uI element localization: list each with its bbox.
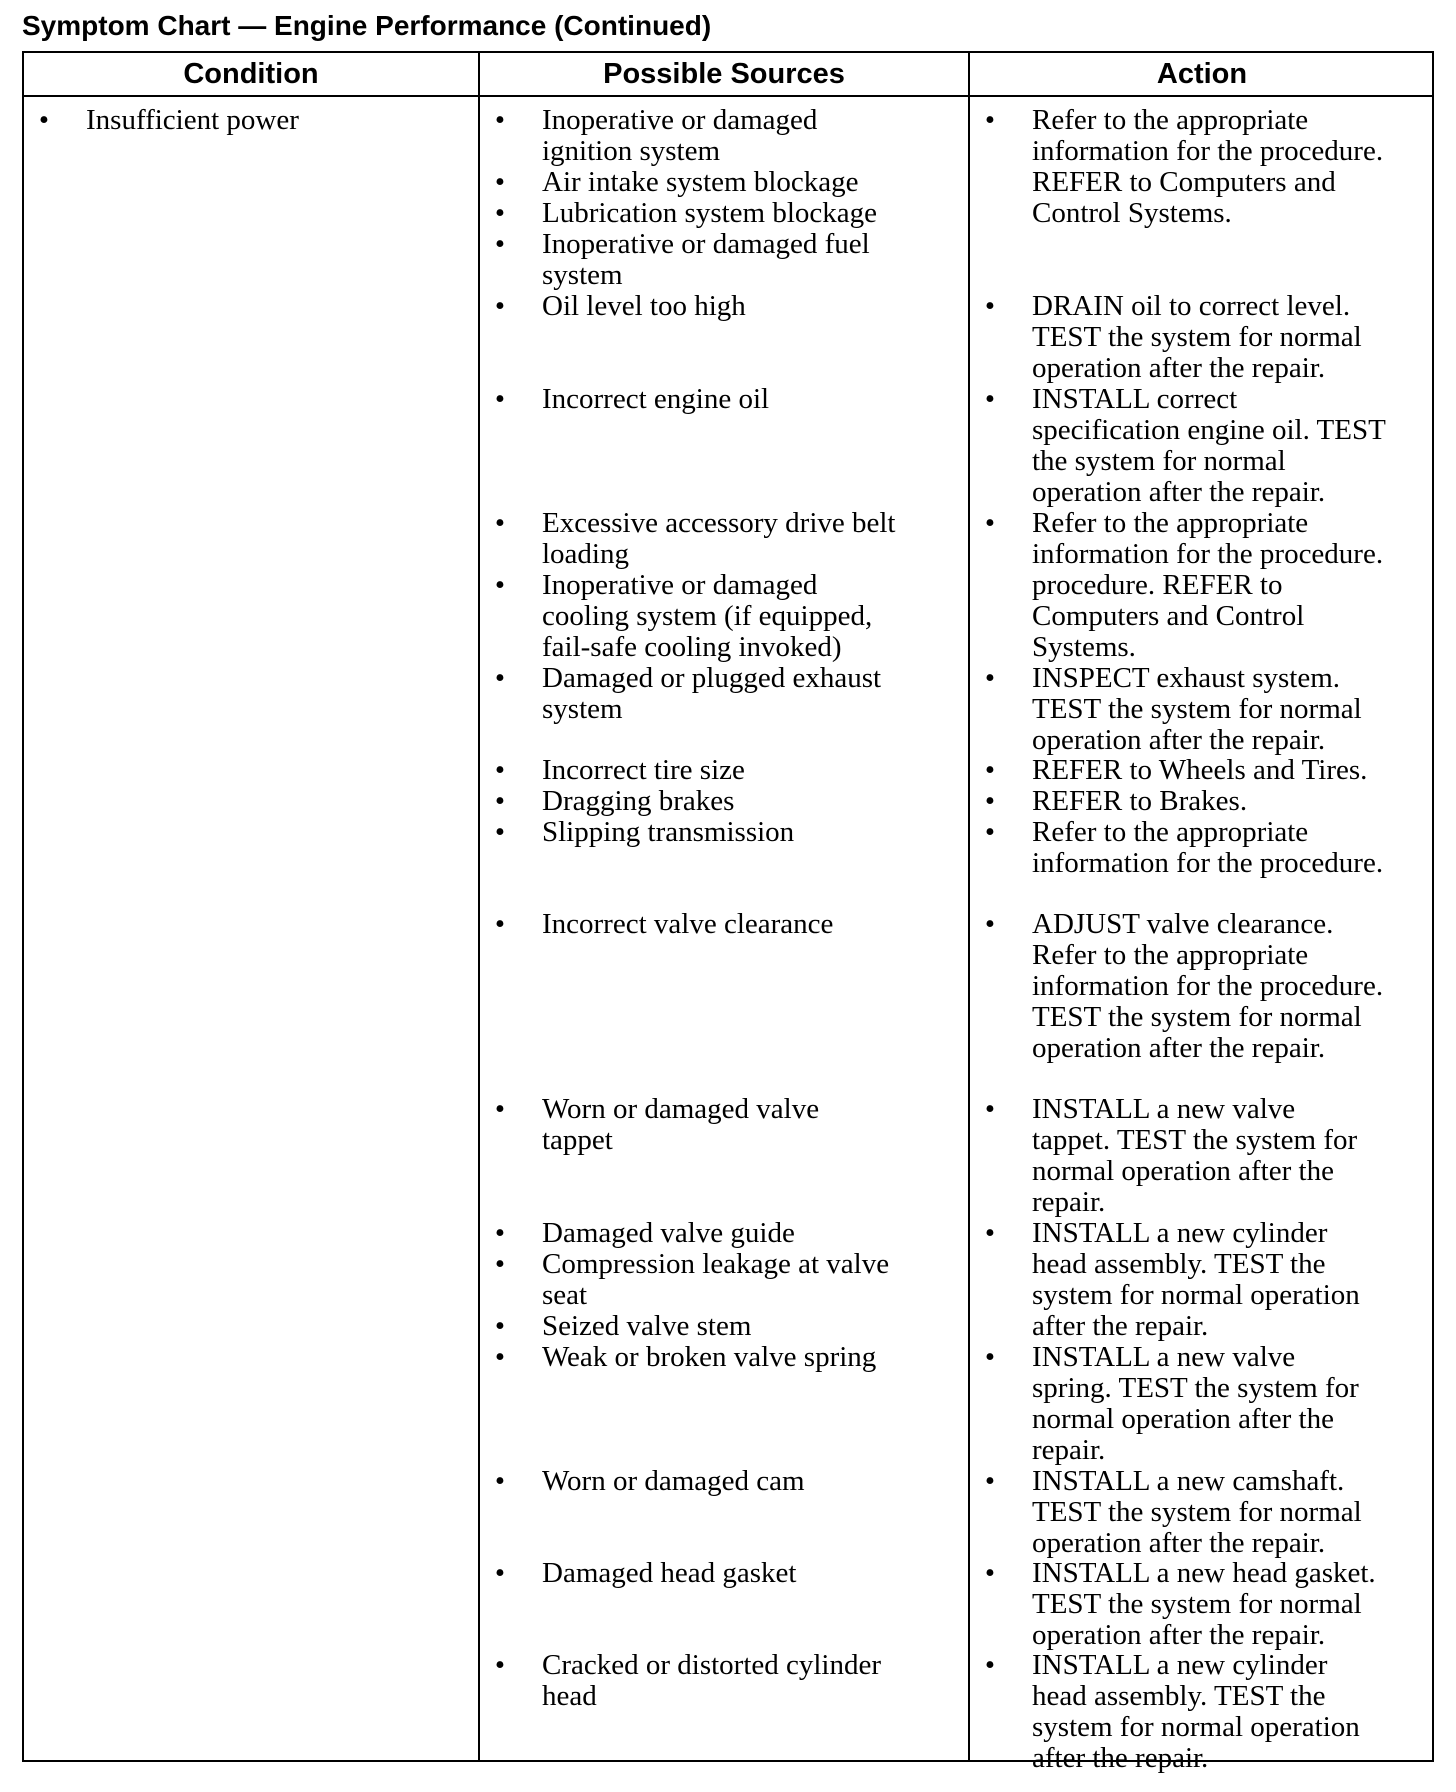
bullet: • <box>494 1557 506 1589</box>
action-text-line: INSTALL a new head gasket. <box>1032 1557 1376 1589</box>
bullet: • <box>494 383 506 415</box>
condition-text: Insufficient power <box>86 104 299 136</box>
bullet: • <box>494 507 506 539</box>
action-text-line: REFER to Wheels and Tires. <box>1032 754 1368 786</box>
action-text-line: tappet. TEST the system for <box>1032 1124 1358 1156</box>
action-text-line: after the repair. <box>1032 1310 1209 1342</box>
action-item <box>980 909 1432 1064</box>
bullet: • <box>494 1465 506 1497</box>
bullet: • <box>984 754 996 786</box>
bullet: • <box>494 816 506 848</box>
header-possible-sources: Possible Sources <box>603 58 845 90</box>
action-text-line: system for normal operation <box>1032 1711 1360 1743</box>
action-text-line: Refer to the appropriate <box>1032 104 1309 136</box>
bullet: • <box>984 1557 996 1589</box>
source-text-line: Inoperative or damaged <box>542 104 818 136</box>
action-text-line: Control Systems. <box>1032 197 1232 229</box>
action-text-line: operation after the repair. <box>1032 476 1326 508</box>
action-text-line: operation after the repair. <box>1032 1619 1326 1651</box>
action-text-line: information for the procedure. <box>1032 847 1384 879</box>
source-item <box>490 1249 964 1311</box>
bullet: • <box>494 290 506 322</box>
bullet: • <box>494 1341 506 1373</box>
bullet: • <box>494 1649 506 1681</box>
bullet: • <box>984 290 996 322</box>
source-text-line: Incorrect engine oil <box>542 383 770 415</box>
bullet: • <box>984 1093 996 1125</box>
action-item <box>980 1650 1432 1774</box>
action-item <box>980 291 1432 384</box>
bullet: • <box>984 662 996 694</box>
source-item <box>490 1094 964 1156</box>
source-text-line: Air intake system blockage <box>542 166 859 198</box>
bullet: • <box>984 1217 996 1249</box>
action-text-line: repair. <box>1032 1186 1106 1218</box>
action-item <box>980 817 1432 879</box>
action-text-line: TEST the system for normal <box>1032 1496 1362 1528</box>
action-item <box>980 105 1432 229</box>
action-text-line: Systems. <box>1032 631 1136 663</box>
bullet: • <box>984 785 996 817</box>
source-item <box>490 786 964 817</box>
action-text-line: TEST the system for normal <box>1032 321 1362 353</box>
action-text-line: normal operation after the <box>1032 1403 1334 1435</box>
action-item <box>980 1558 1432 1651</box>
action-text-line: information for the procedure. <box>1032 538 1384 570</box>
source-item <box>490 755 964 786</box>
action-text-line: INSPECT exhaust system. <box>1032 662 1340 694</box>
bullet: • <box>984 1465 996 1497</box>
action-text-line: head assembly. TEST the <box>1032 1680 1326 1712</box>
source-item <box>490 909 964 940</box>
source-text-line: head <box>542 1680 597 1712</box>
bullet: • <box>494 1093 506 1125</box>
bullet: • <box>984 1341 996 1373</box>
source-text-line: Lubrication system blockage <box>542 197 878 229</box>
action-text-line: TEST the system for normal <box>1032 1588 1362 1620</box>
source-item <box>490 508 964 570</box>
source-text-line: Compression leakage at valve <box>542 1248 890 1280</box>
action-text-line: head assembly. TEST the <box>1032 1248 1326 1280</box>
column-divider <box>478 53 480 1760</box>
action-text-line: INSTALL a new cylinder <box>1032 1217 1328 1249</box>
bullet: • <box>494 104 506 136</box>
action-text-line: normal operation after the <box>1032 1155 1334 1187</box>
source-text-line: loading <box>542 538 629 570</box>
source-text-line: Slipping transmission <box>542 816 795 848</box>
action-text-line: REFER to Computers and <box>1032 166 1336 198</box>
action-text-line: the system for normal <box>1032 445 1286 477</box>
bullet: • <box>494 1217 506 1249</box>
source-text-line: Inoperative or damaged <box>542 569 818 601</box>
bullet: • <box>494 754 506 786</box>
source-item <box>490 1466 964 1497</box>
source-text-line: Inoperative or damaged fuel <box>542 228 870 260</box>
source-text-line: Dragging brakes <box>542 785 735 817</box>
source-text-line: Excessive accessory drive belt <box>542 507 896 539</box>
source-item <box>490 229 964 291</box>
source-text-line: Oil level too high <box>542 290 746 322</box>
action-text-line: ADJUST valve clearance. <box>1032 908 1334 940</box>
column-divider <box>968 53 970 1760</box>
bullet: • <box>494 569 506 601</box>
action-text-line: information for the procedure. <box>1032 135 1384 167</box>
source-item <box>490 384 964 415</box>
source-item <box>490 1558 964 1589</box>
action-text-line: INSTALL a new valve <box>1032 1341 1296 1373</box>
page-title: Symptom Chart — Engine Performance (Continued) <box>22 10 712 41</box>
source-item <box>490 198 964 229</box>
action-item <box>980 663 1432 756</box>
bullet: • <box>984 816 996 848</box>
bullet: • <box>494 785 506 817</box>
bullet: • <box>494 1248 506 1280</box>
source-text-line: fail-safe cooling invoked) <box>542 631 842 663</box>
source-text-line: Incorrect valve clearance <box>542 908 834 940</box>
source-text-line: Weak or broken valve spring <box>542 1341 877 1373</box>
action-text-line: operation after the repair. <box>1032 1527 1326 1559</box>
action-text-line: operation after the repair. <box>1032 352 1326 384</box>
header-condition: Condition <box>183 58 319 90</box>
source-item <box>490 663 964 725</box>
action-text-line: TEST the system for normal <box>1032 1001 1362 1033</box>
action-text-line: information for the procedure. <box>1032 970 1384 1002</box>
source-item <box>490 1342 964 1373</box>
action-item <box>980 1466 1432 1559</box>
action-item <box>980 384 1432 508</box>
action-text-line: after the repair. <box>1032 1742 1209 1774</box>
source-text-line: Incorrect tire size <box>542 754 745 786</box>
action-text-line: system for normal operation <box>1032 1279 1360 1311</box>
source-text-line: cooling system (if equipped, <box>542 600 873 632</box>
source-item <box>490 570 964 663</box>
action-text-line: INSTALL correct <box>1032 383 1238 415</box>
bullet: • <box>494 228 506 260</box>
source-text-line: system <box>542 259 623 291</box>
action-item <box>980 1218 1432 1342</box>
action-item <box>980 1342 1432 1466</box>
bullet: • <box>494 1310 506 1342</box>
source-text-line: Worn or damaged cam <box>542 1465 805 1497</box>
source-item <box>490 817 964 848</box>
source-text-line: Damaged or plugged exhaust <box>542 662 882 694</box>
action-text-line: spring. TEST the system for <box>1032 1372 1359 1404</box>
source-text-line: Damaged valve guide <box>542 1217 795 1249</box>
source-item <box>490 105 964 167</box>
bullet: • <box>984 908 996 940</box>
action-text-line: operation after the repair. <box>1032 1032 1326 1064</box>
action-text-line: Refer to the appropriate <box>1032 507 1309 539</box>
action-item <box>980 786 1432 817</box>
symptom-chart-table <box>22 51 1434 1774</box>
action-text-line: procedure. REFER to <box>1032 569 1283 601</box>
action-text-line: repair. <box>1032 1434 1106 1466</box>
action-item <box>980 508 1432 663</box>
header-action: Action <box>1156 58 1248 90</box>
bullet: • <box>494 662 506 694</box>
bullet: • <box>984 507 996 539</box>
bullet: • <box>38 104 50 136</box>
source-text-line: system <box>542 693 623 725</box>
condition-item <box>34 105 474 136</box>
source-text-line: tappet <box>542 1124 613 1156</box>
action-text-line: DRAIN oil to correct level. <box>1032 290 1351 322</box>
source-text-line: Cracked or distorted cylinder <box>542 1649 882 1681</box>
bullet: • <box>984 104 996 136</box>
action-text-line: INSTALL a new camshaft. <box>1032 1465 1345 1497</box>
action-text-line: Refer to the appropriate <box>1032 816 1309 848</box>
action-text-line: TEST the system for normal <box>1032 693 1362 725</box>
header-divider <box>24 95 1432 97</box>
action-text-line: REFER to Brakes. <box>1032 785 1248 817</box>
action-text-line: operation after the repair. <box>1032 724 1326 756</box>
bullet: • <box>494 197 506 229</box>
source-text-line: Seized valve stem <box>542 1310 752 1342</box>
source-text-line: seat <box>542 1279 588 1311</box>
action-text-line: specification engine oil. TEST <box>1032 414 1386 446</box>
action-item <box>980 755 1432 786</box>
source-text-line: ignition system <box>542 135 721 167</box>
action-text-line: INSTALL a new cylinder <box>1032 1649 1328 1681</box>
source-text-line: Damaged head gasket <box>542 1557 797 1589</box>
action-text-line: INSTALL a new valve <box>1032 1093 1296 1125</box>
source-item <box>490 1218 964 1249</box>
source-item <box>490 167 964 198</box>
bullet: • <box>494 908 506 940</box>
source-item <box>490 1311 964 1342</box>
action-text-line: Refer to the appropriate <box>1032 939 1309 971</box>
source-text-line: Worn or damaged valve <box>542 1093 820 1125</box>
bullet: • <box>984 383 996 415</box>
source-item <box>490 291 964 322</box>
bullet: • <box>984 1649 996 1681</box>
source-item <box>490 1650 964 1712</box>
bullet: • <box>494 166 506 198</box>
action-item <box>980 1094 1432 1218</box>
action-text-line: Computers and Control <box>1032 600 1305 632</box>
